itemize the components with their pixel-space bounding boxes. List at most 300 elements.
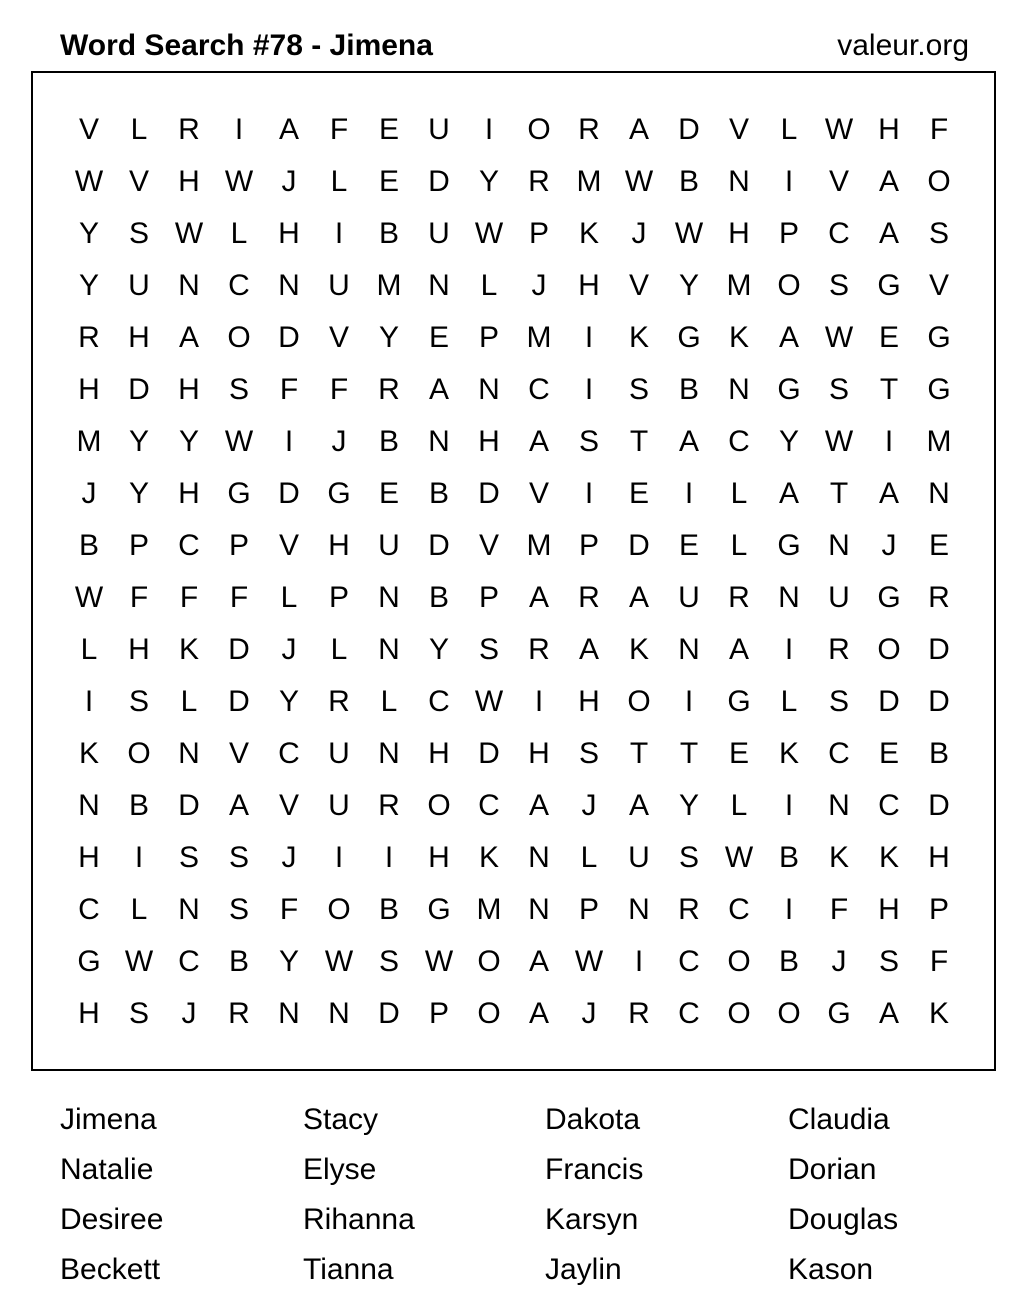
grid-letter[interactable]: M [576, 165, 602, 198]
grid-letter[interactable]: K [178, 633, 199, 666]
grid-letter[interactable]: I [684, 477, 694, 510]
grid-letter[interactable]: C [678, 945, 700, 978]
grid-letter[interactable]: C [878, 789, 900, 822]
grid-letter[interactable]: S [878, 945, 899, 978]
grid-letter[interactable]: N [728, 165, 750, 198]
grid-letter[interactable]: K [928, 997, 949, 1030]
grid-letter[interactable]: I [584, 373, 594, 406]
grid-letter[interactable]: B [678, 373, 699, 406]
grid-letter[interactable]: D [278, 477, 300, 510]
grid-letter[interactable]: Y [78, 217, 99, 250]
grid-letter[interactable]: N [378, 581, 400, 614]
grid-letter[interactable]: Y [378, 321, 399, 354]
grid-letter[interactable]: M [526, 321, 552, 354]
grid-letter[interactable]: O [777, 997, 801, 1030]
grid-letter[interactable]: H [428, 737, 450, 770]
grid-letter[interactable]: L [180, 685, 198, 718]
grid-letter[interactable]: V [928, 269, 949, 302]
grid-letter[interactable]: E [378, 165, 399, 198]
grid-letter[interactable]: D [128, 373, 150, 406]
grid-letter[interactable]: L [730, 789, 748, 822]
grid-letter[interactable]: W [324, 945, 354, 978]
grid-letter[interactable]: F [229, 581, 249, 614]
grid-letter[interactable]: H [278, 217, 300, 250]
grid-letter[interactable]: N [728, 373, 750, 406]
grid-letter[interactable]: V [278, 529, 299, 562]
grid-letter[interactable]: L [80, 633, 98, 666]
grid-letter[interactable]: V [528, 477, 549, 510]
grid-letter[interactable]: W [474, 685, 504, 718]
grid-letter[interactable]: R [578, 581, 600, 614]
grid-letter[interactable]: J [581, 997, 597, 1030]
grid-letter[interactable]: N [328, 997, 350, 1030]
grid-letter[interactable]: W [824, 321, 854, 354]
grid-letter[interactable]: N [178, 737, 200, 770]
grid-letter[interactable]: L [580, 841, 598, 874]
grid-letter[interactable]: S [128, 217, 149, 250]
grid-letter[interactable]: V [78, 113, 99, 146]
grid-letter[interactable]: H [578, 269, 600, 302]
grid-letter[interactable]: C [178, 945, 200, 978]
grid-letter[interactable]: S [678, 841, 699, 874]
grid-letter[interactable]: B [228, 945, 249, 978]
grid-letter[interactable]: U [628, 841, 650, 874]
grid-letter[interactable]: G [777, 373, 801, 406]
grid-letter[interactable]: P [778, 217, 799, 250]
grid-letter[interactable]: K [478, 841, 499, 874]
grid-letter[interactable]: E [678, 529, 699, 562]
grid-letter[interactable]: L [230, 217, 248, 250]
grid-letter[interactable]: C [728, 425, 750, 458]
grid-letter[interactable]: L [330, 633, 348, 666]
grid-letter[interactable]: A [528, 789, 549, 822]
grid-letter[interactable]: Y [678, 789, 699, 822]
grid-letter[interactable]: N [178, 893, 200, 926]
grid-letter[interactable]: N [428, 425, 450, 458]
grid-letter[interactable]: P [478, 581, 499, 614]
grid-letter[interactable]: O [727, 997, 751, 1030]
grid-letter[interactable]: M [526, 529, 552, 562]
grid-letter[interactable]: C [428, 685, 450, 718]
grid-letter[interactable]: U [828, 581, 850, 614]
grid-letter[interactable]: R [378, 789, 400, 822]
grid-letter[interactable]: H [878, 893, 900, 926]
grid-letter[interactable]: I [684, 685, 694, 718]
grid-letter[interactable]: R [828, 633, 850, 666]
grid-letter[interactable]: A [528, 425, 549, 458]
grid-letter[interactable]: W [674, 217, 704, 250]
grid-letter[interactable]: G [877, 269, 901, 302]
grid-letter[interactable]: Y [278, 685, 299, 718]
grid-letter[interactable]: C [528, 373, 550, 406]
grid-letter[interactable]: H [878, 113, 900, 146]
grid-letter[interactable]: N [378, 737, 400, 770]
grid-letter[interactable]: F [279, 893, 299, 926]
grid-letter[interactable]: T [879, 373, 899, 406]
grid-letter[interactable]: I [284, 425, 294, 458]
grid-letter[interactable]: H [578, 685, 600, 718]
grid-letter[interactable]: E [378, 113, 399, 146]
grid-letter[interactable]: U [128, 269, 150, 302]
grid-letter[interactable]: V [228, 737, 249, 770]
grid-letter[interactable]: F [129, 581, 149, 614]
grid-letter[interactable]: H [428, 841, 450, 874]
grid-letter[interactable]: S [128, 997, 149, 1030]
grid-letter[interactable]: W [124, 945, 154, 978]
grid-letter[interactable]: P [528, 217, 549, 250]
grid-letter[interactable]: I [84, 685, 94, 718]
grid-letter[interactable]: G [77, 945, 101, 978]
grid-letter[interactable]: E [878, 321, 899, 354]
grid-letter[interactable]: O [727, 945, 751, 978]
grid-letter[interactable]: V [328, 321, 349, 354]
grid-letter[interactable]: L [730, 529, 748, 562]
grid-letter[interactable]: F [929, 113, 949, 146]
grid-letter[interactable]: G [877, 581, 901, 614]
grid-letter[interactable]: H [178, 165, 200, 198]
grid-letter[interactable]: H [328, 529, 350, 562]
grid-letter[interactable]: L [780, 113, 798, 146]
grid-letter[interactable]: N [278, 269, 300, 302]
grid-letter[interactable]: D [878, 685, 900, 718]
grid-letter[interactable]: H [128, 321, 150, 354]
grid-letter[interactable]: I [134, 841, 144, 874]
grid-letter[interactable]: A [728, 633, 749, 666]
grid-letter[interactable]: D [928, 789, 950, 822]
grid-letter[interactable]: I [784, 633, 794, 666]
grid-letter[interactable]: I [784, 893, 794, 926]
grid-letter[interactable]: B [428, 581, 449, 614]
grid-letter[interactable]: H [178, 477, 200, 510]
grid-letter[interactable]: L [730, 477, 748, 510]
grid-letter[interactable]: K [78, 737, 99, 770]
grid-letter[interactable]: M [76, 425, 102, 458]
grid-letter[interactable]: A [778, 477, 799, 510]
grid-letter[interactable]: A [528, 945, 549, 978]
grid-letter[interactable]: K [878, 841, 899, 874]
grid-letter[interactable]: Y [78, 269, 99, 302]
grid-letter[interactable]: A [778, 321, 799, 354]
grid-letter[interactable]: W [424, 945, 454, 978]
grid-letter[interactable]: N [78, 789, 100, 822]
grid-letter[interactable]: G [927, 321, 951, 354]
grid-letter[interactable]: S [228, 841, 249, 874]
grid-letter[interactable]: A [628, 581, 649, 614]
grid-letter[interactable]: W [74, 165, 104, 198]
grid-letter[interactable]: N [428, 269, 450, 302]
grid-letter[interactable]: Y [428, 633, 449, 666]
grid-letter[interactable]: W [74, 581, 104, 614]
grid-letter[interactable]: L [380, 685, 398, 718]
grid-letter[interactable]: G [427, 893, 451, 926]
grid-letter[interactable]: B [378, 217, 399, 250]
grid-letter[interactable]: A [878, 997, 899, 1030]
grid-letter[interactable]: B [678, 165, 699, 198]
grid-letter[interactable]: I [484, 113, 494, 146]
grid-letter[interactable]: D [428, 529, 450, 562]
grid-letter[interactable]: S [128, 685, 149, 718]
grid-letter[interactable]: G [777, 529, 801, 562]
grid-letter[interactable]: S [928, 217, 949, 250]
grid-letter[interactable]: A [178, 321, 199, 354]
grid-letter[interactable]: P [228, 529, 249, 562]
grid-letter[interactable]: P [328, 581, 349, 614]
grid-letter[interactable]: P [128, 529, 149, 562]
grid-letter[interactable]: N [678, 633, 700, 666]
grid-letter[interactable]: E [728, 737, 749, 770]
grid-letter[interactable]: O [877, 633, 901, 666]
grid-letter[interactable]: W [224, 425, 254, 458]
grid-letter[interactable]: S [828, 373, 849, 406]
grid-letter[interactable]: G [327, 477, 351, 510]
grid-letter[interactable]: B [378, 893, 399, 926]
grid-letter[interactable]: R [678, 893, 700, 926]
grid-letter[interactable]: C [228, 269, 250, 302]
grid-letter[interactable]: H [128, 633, 150, 666]
grid-letter[interactable]: U [328, 789, 350, 822]
grid-letter[interactable]: Y [128, 425, 149, 458]
grid-letter[interactable]: W [474, 217, 504, 250]
grid-letter[interactable]: B [78, 529, 99, 562]
grid-letter[interactable]: U [428, 217, 450, 250]
grid-letter[interactable]: U [328, 269, 350, 302]
grid-letter[interactable]: S [578, 425, 599, 458]
grid-letter[interactable]: C [828, 217, 850, 250]
grid-letter[interactable]: V [278, 789, 299, 822]
grid-letter[interactable]: L [480, 269, 498, 302]
grid-letter[interactable]: J [181, 997, 197, 1030]
grid-letter[interactable]: F [329, 373, 349, 406]
grid-letter[interactable]: R [378, 373, 400, 406]
grid-letter[interactable]: N [378, 633, 400, 666]
grid-letter[interactable]: Y [478, 165, 499, 198]
grid-letter[interactable]: I [784, 165, 794, 198]
grid-letter[interactable]: O [127, 737, 151, 770]
grid-letter[interactable]: L [130, 893, 148, 926]
grid-letter[interactable]: R [578, 113, 600, 146]
grid-letter[interactable]: D [278, 321, 300, 354]
grid-letter[interactable]: R [528, 633, 550, 666]
grid-letter[interactable]: C [78, 893, 100, 926]
grid-letter[interactable]: C [678, 997, 700, 1030]
grid-letter[interactable]: Y [278, 945, 299, 978]
grid-letter[interactable]: T [829, 477, 849, 510]
grid-letter[interactable]: P [578, 529, 599, 562]
grid-letter[interactable]: S [378, 945, 399, 978]
grid-letter[interactable]: F [179, 581, 199, 614]
grid-letter[interactable]: D [928, 685, 950, 718]
grid-letter[interactable]: P [928, 893, 949, 926]
grid-letter[interactable]: R [528, 165, 550, 198]
grid-letter[interactable]: V [478, 529, 499, 562]
grid-letter[interactable]: A [878, 217, 899, 250]
grid-letter[interactable]: S [228, 373, 249, 406]
grid-letter[interactable]: I [534, 685, 544, 718]
grid-letter[interactable]: P [478, 321, 499, 354]
grid-letter[interactable]: N [778, 581, 800, 614]
grid-letter[interactable]: P [578, 893, 599, 926]
grid-letter[interactable]: J [81, 477, 97, 510]
grid-letter[interactable]: R [728, 581, 750, 614]
grid-letter[interactable]: V [628, 269, 649, 302]
grid-letter[interactable]: J [281, 633, 297, 666]
grid-letter[interactable]: V [828, 165, 849, 198]
grid-letter[interactable]: F [829, 893, 849, 926]
grid-letter[interactable]: U [378, 529, 400, 562]
grid-letter[interactable]: N [828, 789, 850, 822]
grid-letter[interactable]: T [679, 737, 699, 770]
grid-letter[interactable]: A [528, 997, 549, 1030]
grid-letter[interactable]: D [478, 477, 500, 510]
grid-letter[interactable]: R [628, 997, 650, 1030]
grid-letter[interactable]: A [428, 373, 449, 406]
grid-letter[interactable]: D [478, 737, 500, 770]
grid-letter[interactable]: N [528, 841, 550, 874]
grid-letter[interactable]: A [628, 789, 649, 822]
grid-letter[interactable]: K [628, 321, 649, 354]
grid-letter[interactable]: U [328, 737, 350, 770]
grid-letter[interactable]: J [881, 529, 897, 562]
grid-letter[interactable]: N [528, 893, 550, 926]
grid-letter[interactable]: N [928, 477, 950, 510]
grid-letter[interactable]: I [634, 945, 644, 978]
grid-letter[interactable]: J [631, 217, 647, 250]
grid-letter[interactable]: N [628, 893, 650, 926]
grid-letter[interactable]: G [677, 321, 701, 354]
grid-letter[interactable]: Y [128, 477, 149, 510]
grid-letter[interactable]: K [728, 321, 749, 354]
grid-letter[interactable]: H [728, 217, 750, 250]
grid-letter[interactable]: F [929, 945, 949, 978]
grid-letter[interactable]: B [128, 789, 149, 822]
grid-letter[interactable]: I [584, 477, 594, 510]
grid-letter[interactable]: U [678, 581, 700, 614]
grid-letter[interactable]: D [428, 165, 450, 198]
grid-letter[interactable]: Y [178, 425, 199, 458]
grid-letter[interactable]: C [478, 789, 500, 822]
grid-letter[interactable]: K [628, 633, 649, 666]
grid-letter[interactable]: M [376, 269, 402, 302]
grid-letter[interactable]: I [234, 113, 244, 146]
grid-letter[interactable]: C [828, 737, 850, 770]
grid-letter[interactable]: E [428, 321, 449, 354]
grid-letter[interactable]: K [828, 841, 849, 874]
grid-letter[interactable]: M [926, 425, 952, 458]
grid-letter[interactable]: D [628, 529, 650, 562]
grid-letter[interactable]: T [629, 425, 649, 458]
grid-letter[interactable]: G [927, 373, 951, 406]
grid-letter[interactable]: O [927, 165, 951, 198]
grid-letter[interactable]: H [478, 425, 500, 458]
grid-letter[interactable]: O [777, 269, 801, 302]
grid-letter[interactable]: S [228, 893, 249, 926]
grid-letter[interactable]: F [329, 113, 349, 146]
grid-letter[interactable]: J [281, 841, 297, 874]
grid-letter[interactable]: C [178, 529, 200, 562]
grid-letter[interactable]: H [178, 373, 200, 406]
grid-letter[interactable]: H [78, 373, 100, 406]
grid-letter[interactable]: L [130, 113, 148, 146]
grid-letter[interactable]: D [928, 633, 950, 666]
grid-letter[interactable]: W [824, 425, 854, 458]
grid-letter[interactable]: E [628, 477, 649, 510]
grid-letter[interactable]: W [574, 945, 604, 978]
grid-letter[interactable]: G [827, 997, 851, 1030]
grid-letter[interactable]: T [629, 737, 649, 770]
grid-letter[interactable]: P [428, 997, 449, 1030]
grid-letter[interactable]: O [477, 945, 501, 978]
grid-letter[interactable]: B [378, 425, 399, 458]
grid-letter[interactable]: N [278, 997, 300, 1030]
grid-letter[interactable]: S [828, 685, 849, 718]
grid-letter[interactable]: S [828, 269, 849, 302]
grid-letter[interactable]: J [581, 789, 597, 822]
grid-letter[interactable]: E [928, 529, 949, 562]
grid-letter[interactable]: M [476, 893, 502, 926]
grid-letter[interactable]: I [384, 841, 394, 874]
grid-letter[interactable]: S [178, 841, 199, 874]
grid-letter[interactable]: I [334, 841, 344, 874]
grid-letter[interactable]: A [578, 633, 599, 666]
grid-letter[interactable]: O [327, 893, 351, 926]
grid-letter[interactable]: L [780, 685, 798, 718]
grid-letter[interactable]: D [228, 685, 250, 718]
grid-letter[interactable]: W [824, 113, 854, 146]
grid-letter[interactable]: D [178, 789, 200, 822]
grid-letter[interactable]: I [334, 217, 344, 250]
grid-letter[interactable]: O [427, 789, 451, 822]
grid-letter[interactable]: G [227, 477, 251, 510]
grid-letter[interactable]: Y [778, 425, 799, 458]
grid-letter[interactable]: E [878, 737, 899, 770]
grid-letter[interactable]: A [278, 113, 299, 146]
grid-letter[interactable]: A [628, 113, 649, 146]
grid-letter[interactable]: B [778, 945, 799, 978]
grid-letter[interactable]: O [477, 997, 501, 1030]
grid-letter[interactable]: E [378, 477, 399, 510]
grid-letter[interactable]: I [584, 321, 594, 354]
grid-letter[interactable]: W [174, 217, 204, 250]
grid-letter[interactable]: R [78, 321, 100, 354]
grid-letter[interactable]: O [527, 113, 551, 146]
grid-letter[interactable]: W [224, 165, 254, 198]
grid-letter[interactable]: B [778, 841, 799, 874]
grid-letter[interactable]: O [627, 685, 651, 718]
grid-letter[interactable]: S [628, 373, 649, 406]
grid-letter[interactable]: W [624, 165, 654, 198]
grid-letter[interactable]: R [178, 113, 200, 146]
grid-letter[interactable]: H [78, 841, 100, 874]
grid-letter[interactable]: S [478, 633, 499, 666]
grid-letter[interactable]: J [331, 425, 347, 458]
grid-letter[interactable]: I [884, 425, 894, 458]
grid-letter[interactable]: D [678, 113, 700, 146]
grid-letter[interactable]: J [831, 945, 847, 978]
grid-letter[interactable]: D [228, 633, 250, 666]
grid-letter[interactable]: B [928, 737, 949, 770]
grid-letter[interactable]: V [128, 165, 149, 198]
grid-letter[interactable]: N [178, 269, 200, 302]
grid-letter[interactable]: H [78, 997, 100, 1030]
grid-letter[interactable]: J [281, 165, 297, 198]
grid-letter[interactable]: A [528, 581, 549, 614]
grid-letter[interactable]: O [227, 321, 251, 354]
grid-letter[interactable]: H [528, 737, 550, 770]
grid-letter[interactable]: A [878, 477, 899, 510]
grid-letter[interactable]: G [727, 685, 751, 718]
grid-letter[interactable]: F [279, 373, 299, 406]
grid-letter[interactable]: M [726, 269, 752, 302]
